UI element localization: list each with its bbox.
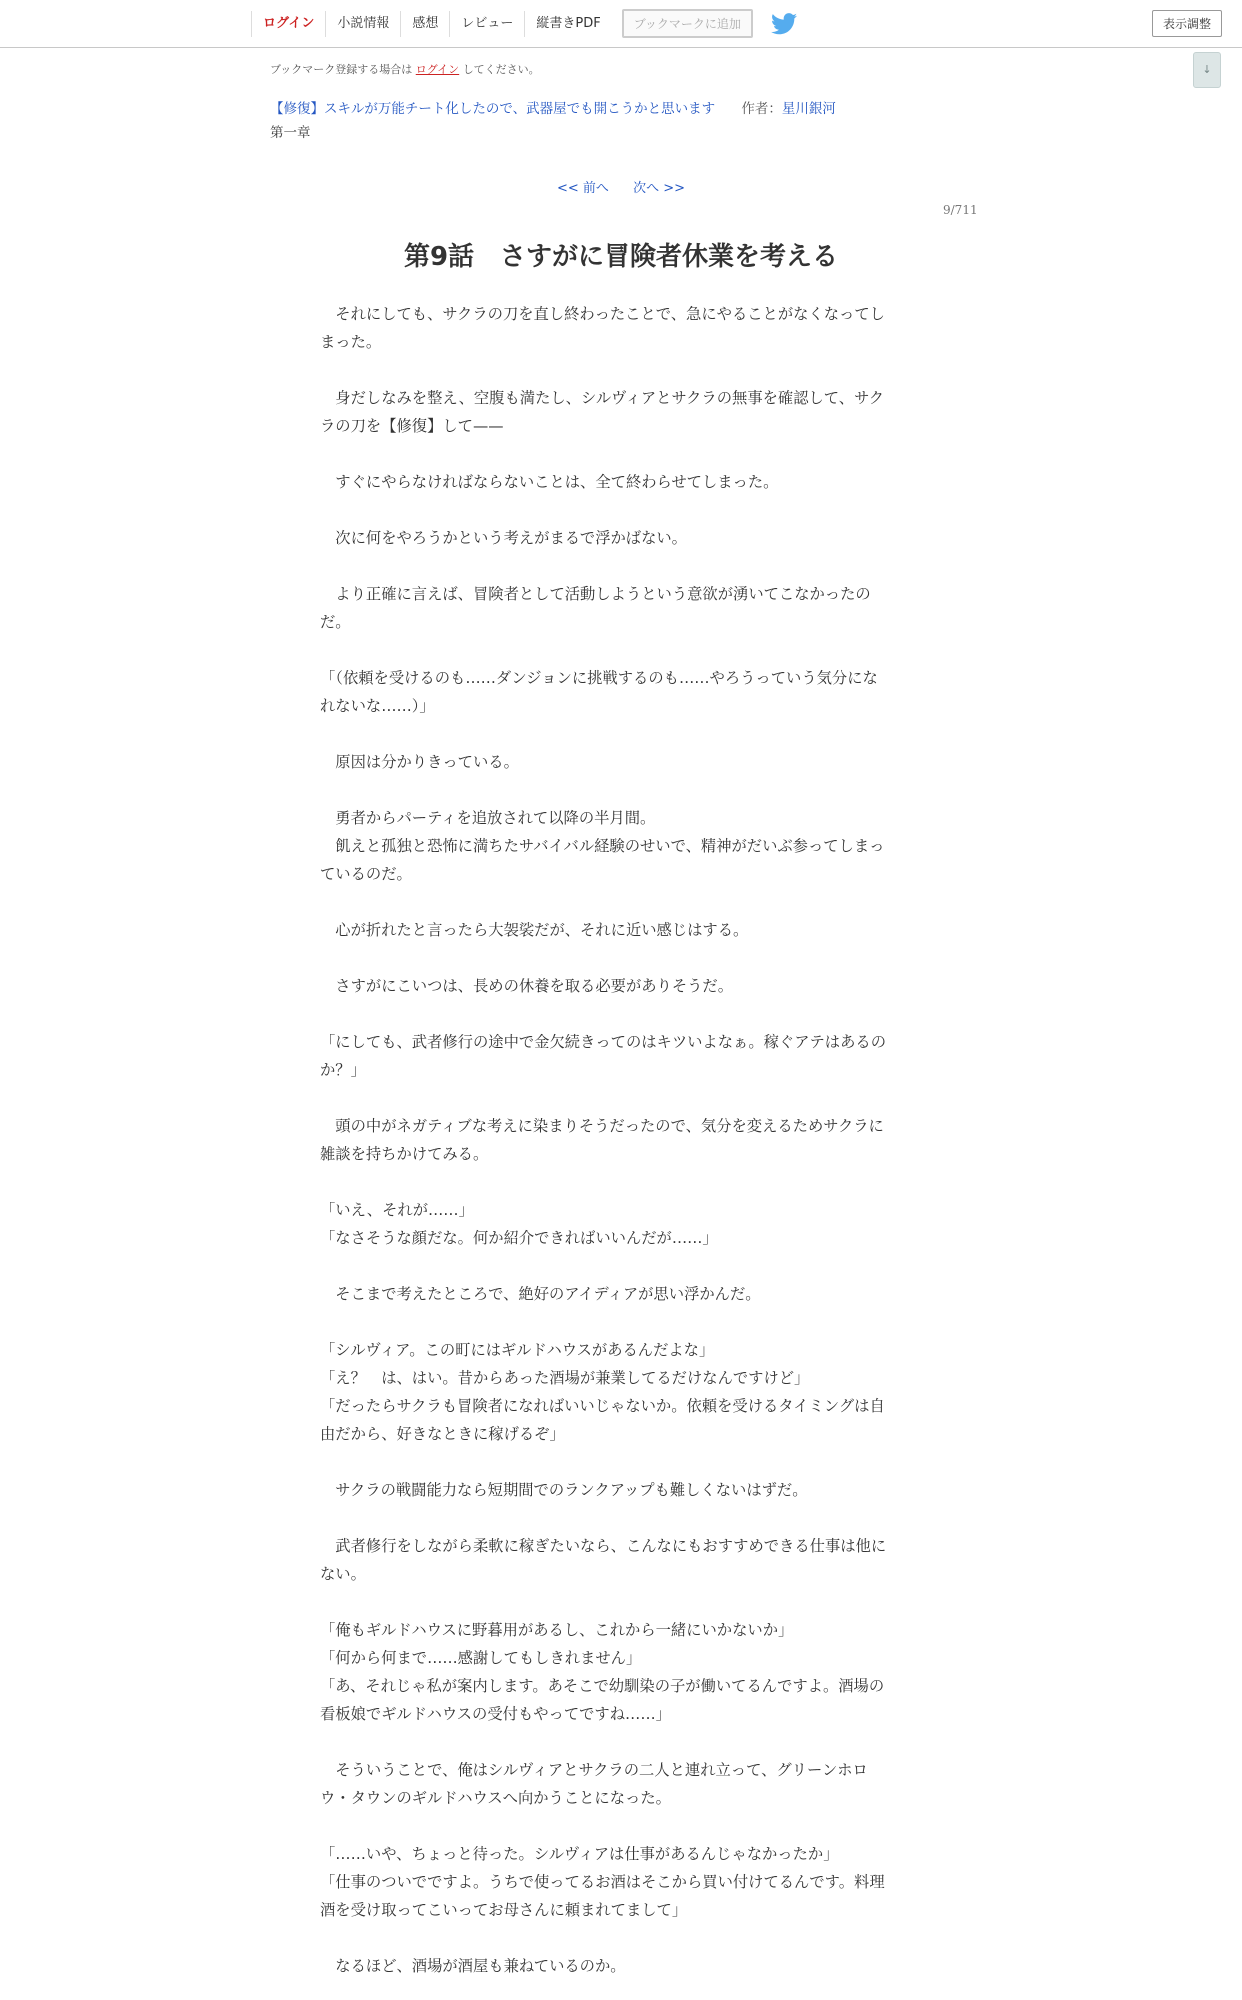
paragraph-gap <box>320 496 920 524</box>
novel-line: 原因は分かりきっている。 <box>320 753 519 771</box>
novel-line: 由だから、好きなときに稼げるぞ」 <box>320 1425 565 1443</box>
paragraph-gap <box>320 1588 920 1616</box>
paragraph-gap <box>320 1924 920 1952</box>
novel-line: そこまで考えたところで、絶好のアイディアが思い浮かんだ。 <box>320 1285 761 1303</box>
novel-line: ない。 <box>320 1565 366 1583</box>
paragraph-gap <box>320 356 920 384</box>
novel-line: 飢えと孤独と恐怖に満ちたサバイバル経験のせいで、精神がだいぶ参ってしまっ <box>320 837 885 855</box>
novel-line: より正確に言えば、冒険者として活動しようという意欲が湧いてこなかったの <box>320 585 871 603</box>
author-label: 作者： <box>741 101 782 117</box>
novel-line: 「だったらサクラも冒険者になればいいじゃないか。依頼を受けるタイミングは自 <box>320 1397 885 1415</box>
novel-body <box>320 300 920 1980</box>
novel-line: 勇者からパーティを追放されて以降の半月間。 <box>320 809 656 827</box>
novel-line: すぐにやらなければならないことは、全て終わらせてしまった。 <box>320 473 779 491</box>
novel-line: ているのだ。 <box>320 865 412 883</box>
bookmark-notice <box>270 61 540 77</box>
novel-line: 身だしなみを整え、空腹も満たし、シルヴィアとサクラの無事を確認して、サク <box>320 389 885 407</box>
series-title-link[interactable]: 【修復】スキルが万能チート化したので、武器屋でも開こうかと思います <box>270 101 716 117</box>
paragraph-gap <box>320 1728 920 1756</box>
novel-line: 「（依頼を受けるのも……ダンジョンに挑戦するのも……やろうっていう気分にな <box>320 669 878 687</box>
notice-text-before: ブックマーク登録する場合は <box>270 63 413 76</box>
novel-line: そういうことで、俺はシルヴィアとサクラの二人と連れ立って、グリーンホロ <box>320 1761 868 1779</box>
novel-line: 次に何をやろうかという考えがまるで浮かばない。 <box>320 529 687 547</box>
header-bar <box>0 0 1242 48</box>
novel-line: 酒を受け取ってこいってお母さんに頼まれてまして」 <box>320 1901 688 1919</box>
add-bookmark-button[interactable]: ブックマークに追加 <box>622 9 753 38</box>
paragraph-gap <box>320 636 920 664</box>
nav-vertical-pdf[interactable]: 縦書きPDF <box>524 11 611 37</box>
novel-line: 「え？ は、はい。昔からあった酒場が兼業してるだけなんですけど」 <box>320 1369 810 1387</box>
scroll-down-button[interactable]: ↓ <box>1193 52 1221 88</box>
novel-line: れないな……）」 <box>320 697 435 715</box>
display-settings-button[interactable]: 表示調整 <box>1152 10 1222 37</box>
novel-line: 「いえ、それが……」 <box>320 1201 474 1219</box>
novel-line: 雑談を持ちかけてみる。 <box>320 1145 489 1163</box>
novel-line: サクラの戦闘能力なら短期間でのランクアップも難しくないはずだ。 <box>320 1481 808 1499</box>
prev-link[interactable]: << 前へ <box>557 181 609 196</box>
nav-review[interactable]: レビュー <box>449 11 524 37</box>
paragraph-gap <box>320 720 920 748</box>
novel-line: 心が折れたと言ったら大袈裟だが、それに近い感じはする。 <box>320 921 749 939</box>
series-info <box>270 97 836 117</box>
novel-line: 「……いや、ちょっと待った。シルヴィアは仕事があるんじゃなかったか」 <box>320 1845 839 1863</box>
paragraph-gap <box>320 1168 920 1196</box>
novel-line: 「仕事のついでですよ。うちで使ってるお酒はそこから買い付けてるんです。料理 <box>320 1873 885 1891</box>
notice-login-link[interactable]: ログイン <box>415 63 460 76</box>
nav-impressions[interactable]: 感想 <box>400 11 449 37</box>
author-link[interactable]: 星川銀河 <box>781 101 836 117</box>
paragraph-gap <box>320 1448 920 1476</box>
novel-line: 「俺もギルドハウスに野暮用があるし、これから一緒にいかないか」 <box>320 1621 794 1639</box>
novel-line: 「なさそうな顔だな。何か紹介できればいいんだが……」 <box>320 1229 718 1247</box>
novel-line: ラの刀を【修復】して—— <box>320 417 504 435</box>
paragraph-gap <box>320 1252 920 1280</box>
paragraph-gap <box>320 1000 920 1028</box>
paragraph-gap <box>320 440 920 468</box>
nav-novel-info[interactable]: 小説情報 <box>325 11 400 37</box>
paragraph-gap <box>320 1308 920 1336</box>
chapter-title: 第一章 <box>270 125 311 141</box>
paragraph-gap <box>320 776 920 804</box>
novel-line: それにしても、サクラの刀を直し終わったことで、急にやることがなくなってし <box>320 305 885 323</box>
novel-line: 「何から何まで……感謝してもしきれません」 <box>320 1649 642 1667</box>
novel-line: 武者修行をしながら柔軟に稼ぎたいなら、こんなにもおすすめできる仕事は他に <box>320 1537 887 1555</box>
novel-line: 頭の中がネガティブな考えに染まりそうだったので、気分を変えるためサクラに <box>320 1117 884 1135</box>
novel-line: さすがにこいつは、長めの休養を取る必要がありそうだ。 <box>320 977 734 995</box>
novel-line: 「シルヴィア。この町にはギルドハウスがあるんだよな」 <box>320 1341 715 1359</box>
paragraph-gap <box>320 1084 920 1112</box>
nav-login[interactable]: ログイン <box>251 11 325 37</box>
twitter-icon[interactable] <box>771 13 797 35</box>
novel-line: か？」 <box>320 1061 366 1079</box>
episode-count: 9/711 <box>943 203 978 217</box>
novel-line: 「にしても、武者修行の途中で金欠続きってのはキツいよなぁ。稼ぐアテはあるの <box>320 1033 886 1051</box>
episode-pager <box>0 177 1242 196</box>
novel-line: 看板娘でギルドハウスの受付もやってですね……」 <box>320 1705 671 1723</box>
paragraph-gap <box>320 944 920 972</box>
paragraph-gap <box>320 552 920 580</box>
novel-line: 「あ、それじゃ私が案内します。あそこで幼馴染の子が働いてるんですよ。酒場の <box>320 1677 885 1695</box>
paragraph-gap <box>320 1812 920 1840</box>
novel-line: だ。 <box>320 613 351 631</box>
novel-line: なるほど、酒場が酒屋も兼ねているのか。 <box>320 1957 626 1975</box>
notice-text-after: してください。 <box>462 63 540 76</box>
novel-line: ウ・タウンのギルドハウスへ向かうことになった。 <box>320 1789 671 1807</box>
paragraph-gap <box>320 888 920 916</box>
novel-line: まった。 <box>320 333 382 351</box>
header-nav <box>251 0 797 47</box>
episode-title: 第9話 さすがに冒険者休業を考える <box>403 242 839 272</box>
next-link[interactable]: 次へ >> <box>633 181 685 196</box>
paragraph-gap <box>320 1504 920 1532</box>
